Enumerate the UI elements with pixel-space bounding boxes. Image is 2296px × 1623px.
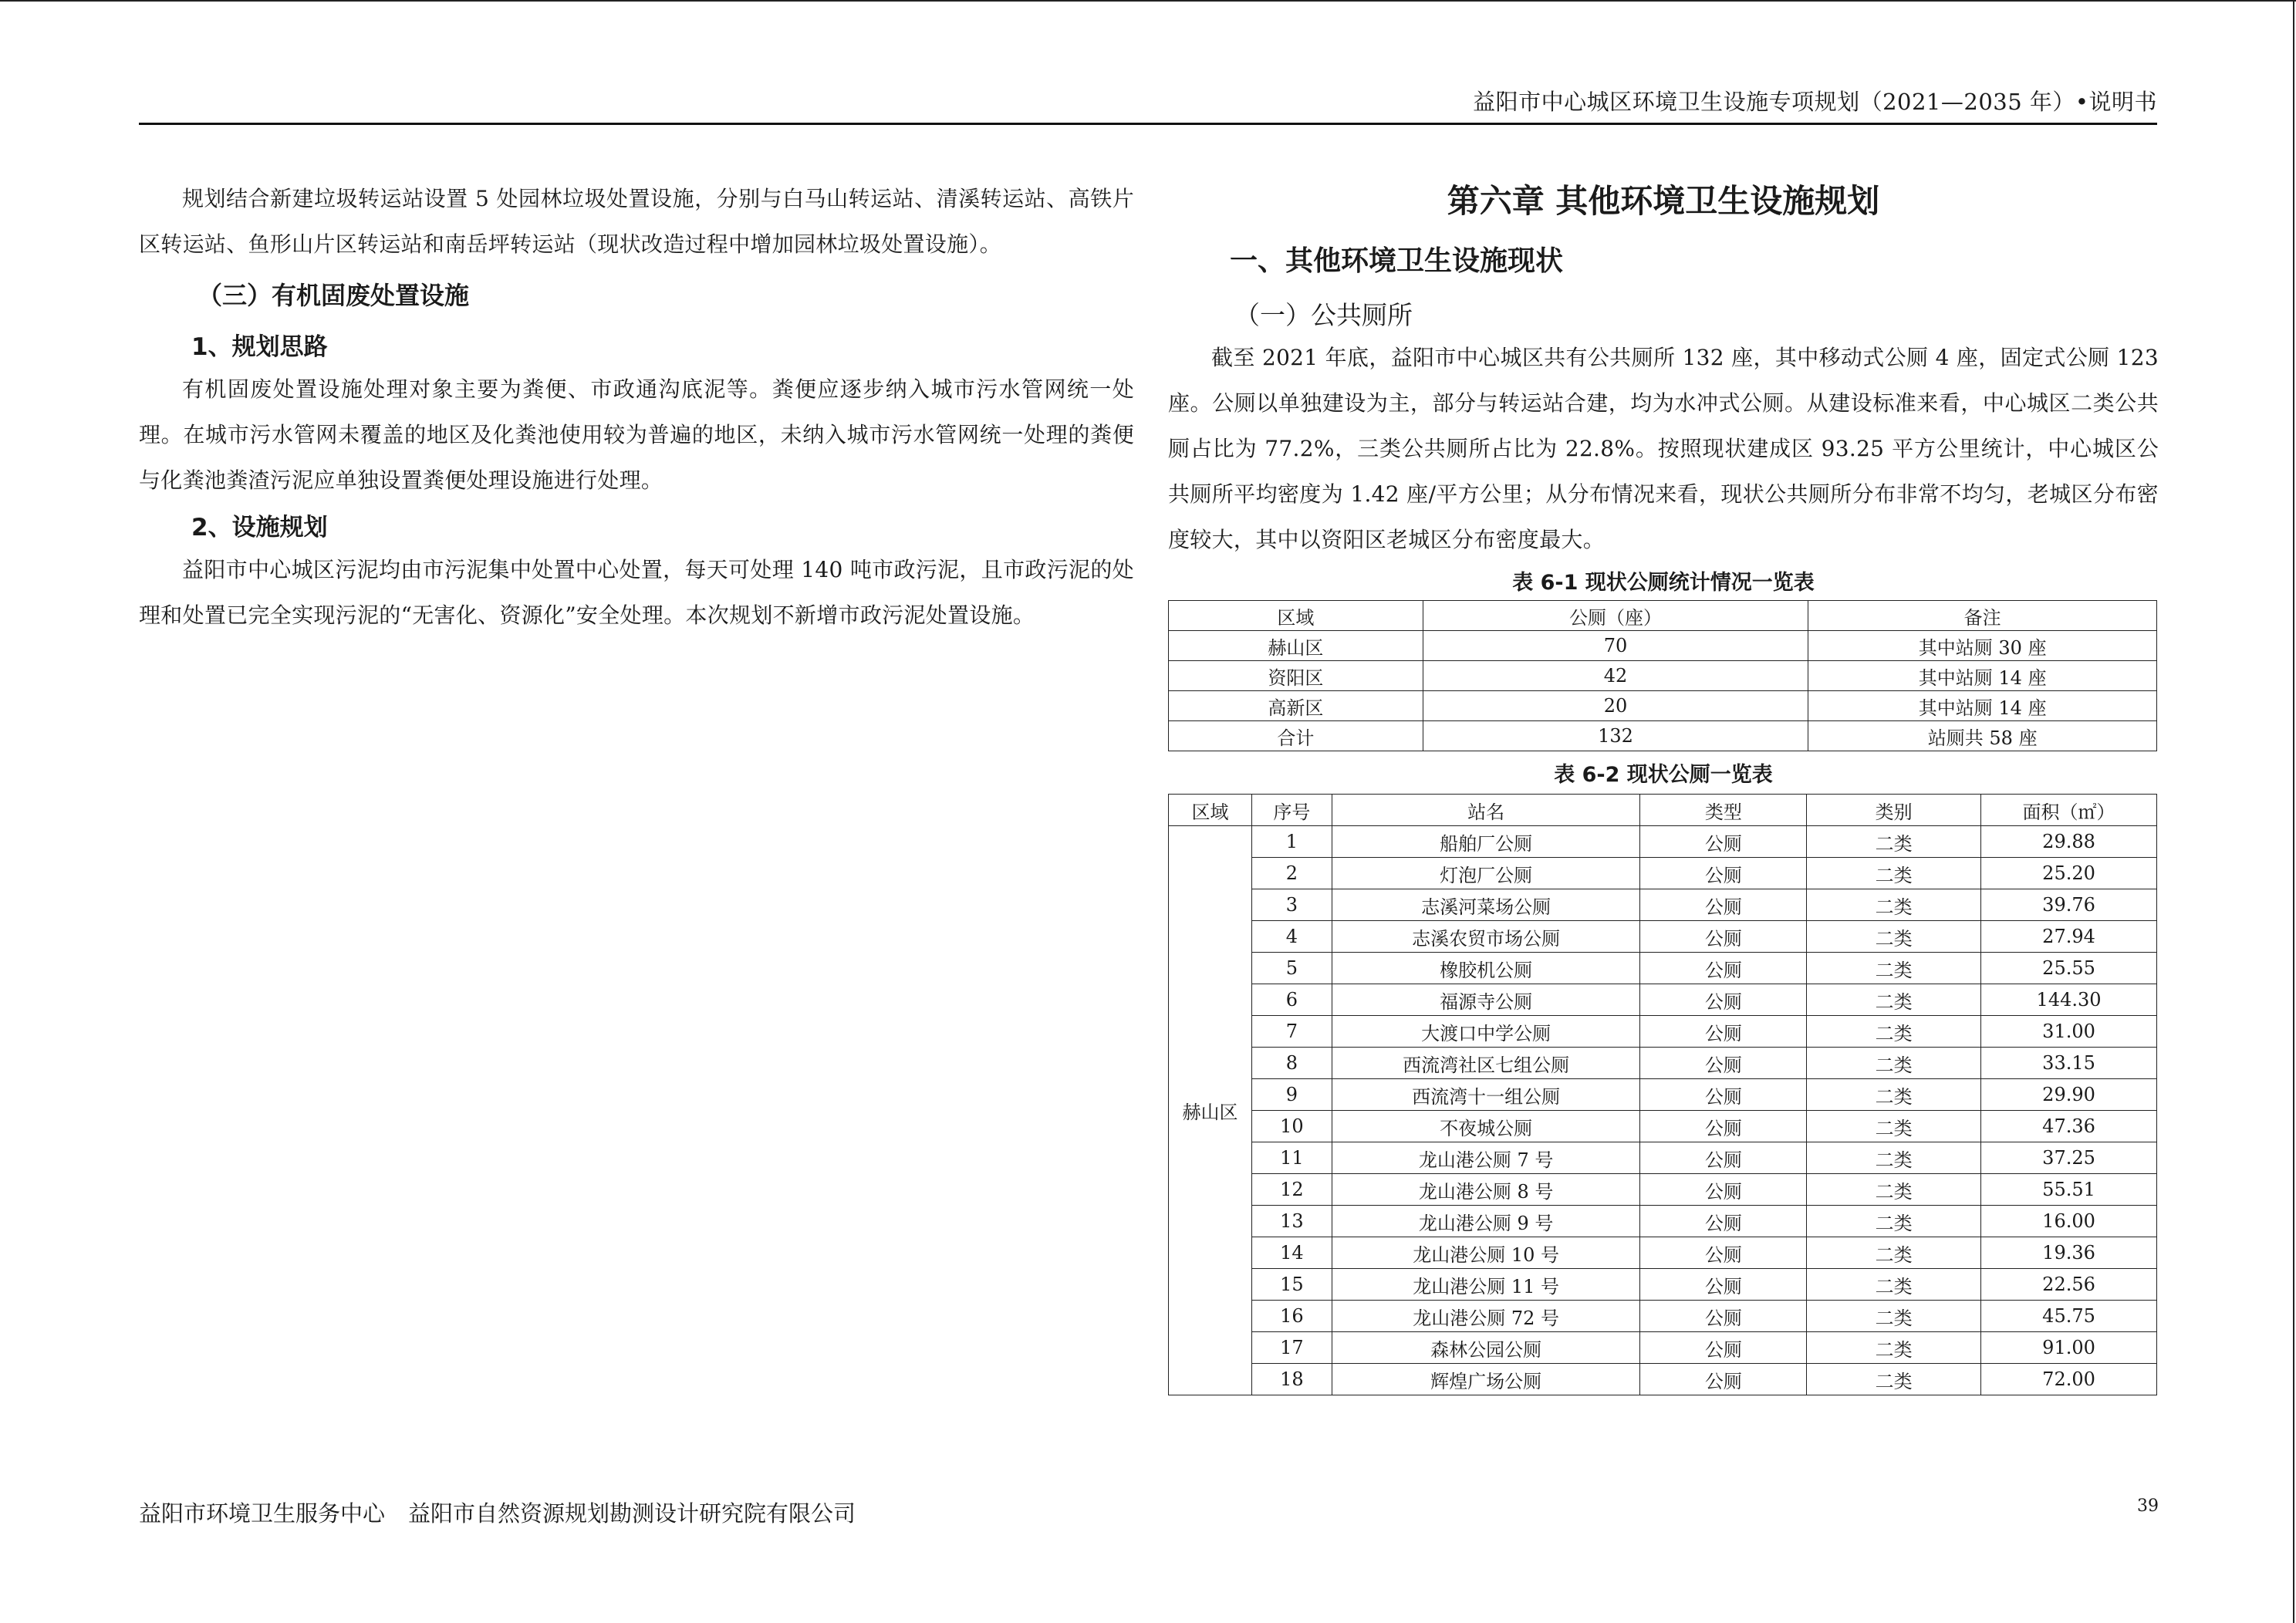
- table-row: [1169, 661, 2157, 691]
- cell-seq: 16: [1251, 1301, 1332, 1332]
- cell-count: 20: [1423, 691, 1808, 721]
- cell-seq: 1: [1251, 826, 1332, 858]
- cell-note: 其中站厕 14 座: [1808, 691, 2157, 721]
- cell-seq: 11: [1251, 1142, 1332, 1174]
- table-row: [1169, 1111, 2157, 1142]
- table-row: [1169, 1332, 2157, 1364]
- cell-class: 二类: [1807, 1016, 1981, 1048]
- page-border-right: [2293, 0, 2294, 1623]
- cell-area: 29.90: [1981, 1079, 2157, 1111]
- cell-class: 二类: [1807, 1048, 1981, 1079]
- cell-region: 合计: [1169, 721, 1423, 751]
- paragraph-garden-waste: 规划结合新建垃圾转运站设置 5 处园林垃圾处置设施，分别与白马山转运站、清溪转运站、高铁片区转运站、鱼形山片区转运站和南岳坪转运站（现状改造过程中增加园林垃圾处置设施）。: [139, 186, 1134, 257]
- table-row: [1169, 1142, 2157, 1174]
- page-border-top: [0, 0, 2296, 2]
- cell-type: 公厕: [1640, 984, 1807, 1016]
- cell-area: 72.00: [1981, 1364, 2157, 1395]
- column-header: 区域: [1169, 601, 1423, 631]
- table-row: [1169, 858, 2157, 889]
- table-row: [1169, 1016, 2157, 1048]
- table-row: [1169, 1079, 2157, 1111]
- column-header: 站名: [1332, 795, 1640, 826]
- cell-seq: 10: [1251, 1111, 1332, 1142]
- cell-station-name: 船舶厂公厕: [1332, 826, 1640, 858]
- cell-area: 31.00: [1981, 1016, 2157, 1048]
- table-row: [1169, 921, 2157, 953]
- cell-type: 公厕: [1640, 1332, 1807, 1364]
- cell-seq: 17: [1251, 1332, 1332, 1364]
- cell-region: 高新区: [1169, 691, 1423, 721]
- cell-area: 25.55: [1981, 953, 2157, 984]
- paragraph-public-toilets: 截至 2021 年底，益阳市中心城区共有公共厕所 132 座，其中移动式公厕 4 座，固定式公厕 123 座。公厕以单独建设为主，部分与转运站合建，均为水冲式公厕。从建设标准来看，中心城区二类公共厕占比为 77.2%，三类公共厕所占比为 22.8%。按照现状建成区 93.25 平方公里统计，中心城区公共厕所平均密度为 1.42 座/平方公里；从分布情况来看，现状公共厕所分布非常不均匀，老城区分布密度较大，其中以资阳区老城区分布密度最大。: [1168, 345, 2159, 552]
- cell-seq: 6: [1251, 984, 1332, 1016]
- cell-seq: 15: [1251, 1269, 1332, 1301]
- cell-area: 37.25: [1981, 1142, 2157, 1174]
- heading-organic-waste: （三）有机固废处置设施: [198, 281, 470, 310]
- cell-seq: 12: [1251, 1174, 1332, 1206]
- cell-type: 公厕: [1640, 1269, 1807, 1301]
- cell-seq: 5: [1251, 953, 1332, 984]
- cell-class: 二类: [1807, 1079, 1981, 1111]
- paragraph-organic-waste: 有机固废处置设施处理对象主要为粪便、市政通沟底泥等。粪便应逐步纳入城市污水管网统一处理。在城市污水管网未覆盖的地区及化粪池使用较为普遍的地区，未纳入城市污水管网统一处理的粪便与化粪池粪渣污泥应单独设置粪便处理设施进行处理。: [139, 376, 1134, 493]
- cell-station-name: 龙山港公厕 9 号: [1332, 1206, 1640, 1237]
- cell-station-name: 龙山港公厕 11 号: [1332, 1269, 1640, 1301]
- cell-seq: 7: [1251, 1016, 1332, 1048]
- cell-region: 资阳区: [1169, 661, 1423, 691]
- cell-station-name: 龙山港公厕 72 号: [1332, 1301, 1640, 1332]
- heading-planning-idea: 1、规划思路: [191, 333, 328, 361]
- cell-type: 公厕: [1640, 1079, 1807, 1111]
- table-row: [1169, 1048, 2157, 1079]
- cell-region-merged: 赫山区: [1169, 826, 1252, 1395]
- cell-station-name: 志溪河菜场公厕: [1332, 889, 1640, 921]
- cell-area: 55.51: [1981, 1174, 2157, 1206]
- cell-area: 22.56: [1981, 1269, 2157, 1301]
- footer-org-design-institute: 益阳市自然资源规划勘测设计研究院有限公司: [408, 1500, 856, 1527]
- cell-seq: 9: [1251, 1079, 1332, 1111]
- cell-type: 公厕: [1640, 1237, 1807, 1269]
- cell-station-name: 森林公园公厕: [1332, 1332, 1640, 1364]
- subsection-title: （一）公共厕所: [1234, 300, 1413, 330]
- table-row: [1169, 826, 2157, 858]
- table-row: [1169, 1269, 2157, 1301]
- cell-class: 二类: [1807, 826, 1981, 858]
- cell-area: 25.20: [1981, 858, 2157, 889]
- table-row: [1169, 953, 2157, 984]
- cell-seq: 14: [1251, 1237, 1332, 1269]
- right-column: [1168, 176, 2159, 1395]
- column-header: 序号: [1251, 795, 1332, 826]
- cell-station-name: 西流湾社区七组公厕: [1332, 1048, 1640, 1079]
- cell-note: 其中站厕 14 座: [1808, 661, 2157, 691]
- cell-type: 公厕: [1640, 826, 1807, 858]
- cell-class: 二类: [1807, 858, 1981, 889]
- cell-station-name: 福源寺公厕: [1332, 984, 1640, 1016]
- cell-type: 公厕: [1640, 1206, 1807, 1237]
- cell-class: 二类: [1807, 1142, 1981, 1174]
- table-row: [1169, 984, 2157, 1016]
- cell-region: 赫山区: [1169, 631, 1423, 661]
- cell-seq: 2: [1251, 858, 1332, 889]
- chapter-title: 第六章 其他环境卫生设施规划: [1447, 182, 1880, 220]
- cell-station-name: 志溪农贸市场公厕: [1332, 921, 1640, 953]
- column-header: 备注: [1808, 601, 2157, 631]
- cell-station-name: 灯泡厂公厕: [1332, 858, 1640, 889]
- cell-area: 39.76: [1981, 889, 2157, 921]
- table-row: [1169, 1206, 2157, 1237]
- table-row: [1169, 691, 2157, 721]
- cell-count: 70: [1423, 631, 1808, 661]
- cell-class: 二类: [1807, 1111, 1981, 1142]
- cell-station-name: 辉煌广场公厕: [1332, 1364, 1640, 1395]
- footer-org-sanitation-center: 益阳市环境卫生服务中心: [139, 1500, 386, 1527]
- paragraph-sludge: 益阳市中心城区污泥均由市污泥集中处置中心处置，每天可处理 140 吨市政污泥，且市政污泥的处理和处置已完全实现污泥的“无害化、资源化”安全处理。本次规划不新增市政污泥处置设施。: [139, 557, 1134, 628]
- cell-area: 19.36: [1981, 1237, 2157, 1269]
- cell-class: 二类: [1807, 1332, 1981, 1364]
- column-header: 类别: [1807, 795, 1981, 826]
- cell-station-name: 龙山港公厕 8 号: [1332, 1174, 1640, 1206]
- cell-seq: 3: [1251, 889, 1332, 921]
- cell-class: 二类: [1807, 984, 1981, 1016]
- cell-type: 公厕: [1640, 1174, 1807, 1206]
- cell-area: 16.00: [1981, 1206, 2157, 1237]
- column-header: 类型: [1640, 795, 1807, 826]
- cell-station-name: 橡胶机公厕: [1332, 953, 1640, 984]
- cell-area: 33.15: [1981, 1048, 2157, 1079]
- cell-class: 二类: [1807, 953, 1981, 984]
- cell-area: 27.94: [1981, 921, 2157, 953]
- cell-type: 公厕: [1640, 921, 1807, 953]
- cell-area: 47.36: [1981, 1111, 2157, 1142]
- cell-note: 站厕共 58 座: [1808, 721, 2157, 751]
- cell-type: 公厕: [1640, 889, 1807, 921]
- cell-type: 公厕: [1640, 953, 1807, 984]
- running-header-title: 益阳市中心城区环境卫生设施专项规划（2021—2035 年）•说明书: [1473, 89, 2157, 115]
- table-header-row: [1169, 795, 2157, 826]
- table-row: [1169, 1237, 2157, 1269]
- cell-class: 二类: [1807, 1237, 1981, 1269]
- cell-seq: 8: [1251, 1048, 1332, 1079]
- cell-type: 公厕: [1640, 1142, 1807, 1174]
- table2-caption: 表 6-2 现状公厕一览表: [1554, 763, 1773, 787]
- table-row: [1169, 889, 2157, 921]
- cell-type: 公厕: [1640, 1301, 1807, 1332]
- table-row: [1169, 1364, 2157, 1395]
- table-row: [1169, 631, 2157, 661]
- cell-area: 45.75: [1981, 1301, 2157, 1332]
- column-header: 区域: [1169, 795, 1252, 826]
- table-toilet-statistics: [1168, 600, 2157, 751]
- cell-station-name: 龙山港公厕 10 号: [1332, 1237, 1640, 1269]
- page-number: 39: [2137, 1496, 2159, 1516]
- cell-class: 二类: [1807, 921, 1981, 953]
- table-row-total: [1169, 721, 2157, 751]
- cell-station-name: 龙山港公厕 7 号: [1332, 1142, 1640, 1174]
- table1-caption: 表 6-1 现状公厕统计情况一览表: [1512, 571, 1815, 595]
- cell-type: 公厕: [1640, 1048, 1807, 1079]
- table-toilet-list: [1168, 794, 2157, 1395]
- cell-class: 二类: [1807, 1301, 1981, 1332]
- cell-class: 二类: [1807, 889, 1981, 921]
- cell-station-name: 不夜城公厕: [1332, 1111, 1640, 1142]
- cell-seq: 18: [1251, 1364, 1332, 1395]
- cell-seq: 4: [1251, 921, 1332, 953]
- cell-type: 公厕: [1640, 1111, 1807, 1142]
- cell-type: 公厕: [1640, 1364, 1807, 1395]
- table-header-row: [1169, 601, 2157, 631]
- cell-note: 其中站厕 30 座: [1808, 631, 2157, 661]
- cell-type: 公厕: [1640, 858, 1807, 889]
- cell-class: 二类: [1807, 1364, 1981, 1395]
- left-column: [139, 176, 1134, 638]
- cell-area: 91.00: [1981, 1332, 2157, 1364]
- table-row: [1169, 1301, 2157, 1332]
- section-title: 一、其他环境卫生设施现状: [1230, 245, 1564, 277]
- column-header: 面积（㎡）: [1981, 795, 2157, 826]
- cell-area: 29.88: [1981, 826, 2157, 858]
- cell-count: 132: [1423, 721, 1808, 751]
- cell-class: 二类: [1807, 1174, 1981, 1206]
- cell-station-name: 大渡口中学公厕: [1332, 1016, 1640, 1048]
- cell-count: 42: [1423, 661, 1808, 691]
- footer-organizations: [139, 1496, 856, 1528]
- column-header: 公厕（座）: [1423, 601, 1808, 631]
- cell-type: 公厕: [1640, 1016, 1807, 1048]
- heading-facility-plan: 2、设施规划: [191, 514, 328, 542]
- cell-class: 二类: [1807, 1269, 1981, 1301]
- header-rule: [139, 123, 2157, 125]
- cell-seq: 13: [1251, 1206, 1332, 1237]
- cell-area: 144.30: [1981, 984, 2157, 1016]
- cell-class: 二类: [1807, 1206, 1981, 1237]
- table-row: [1169, 1174, 2157, 1206]
- cell-station-name: 西流湾十一组公厕: [1332, 1079, 1640, 1111]
